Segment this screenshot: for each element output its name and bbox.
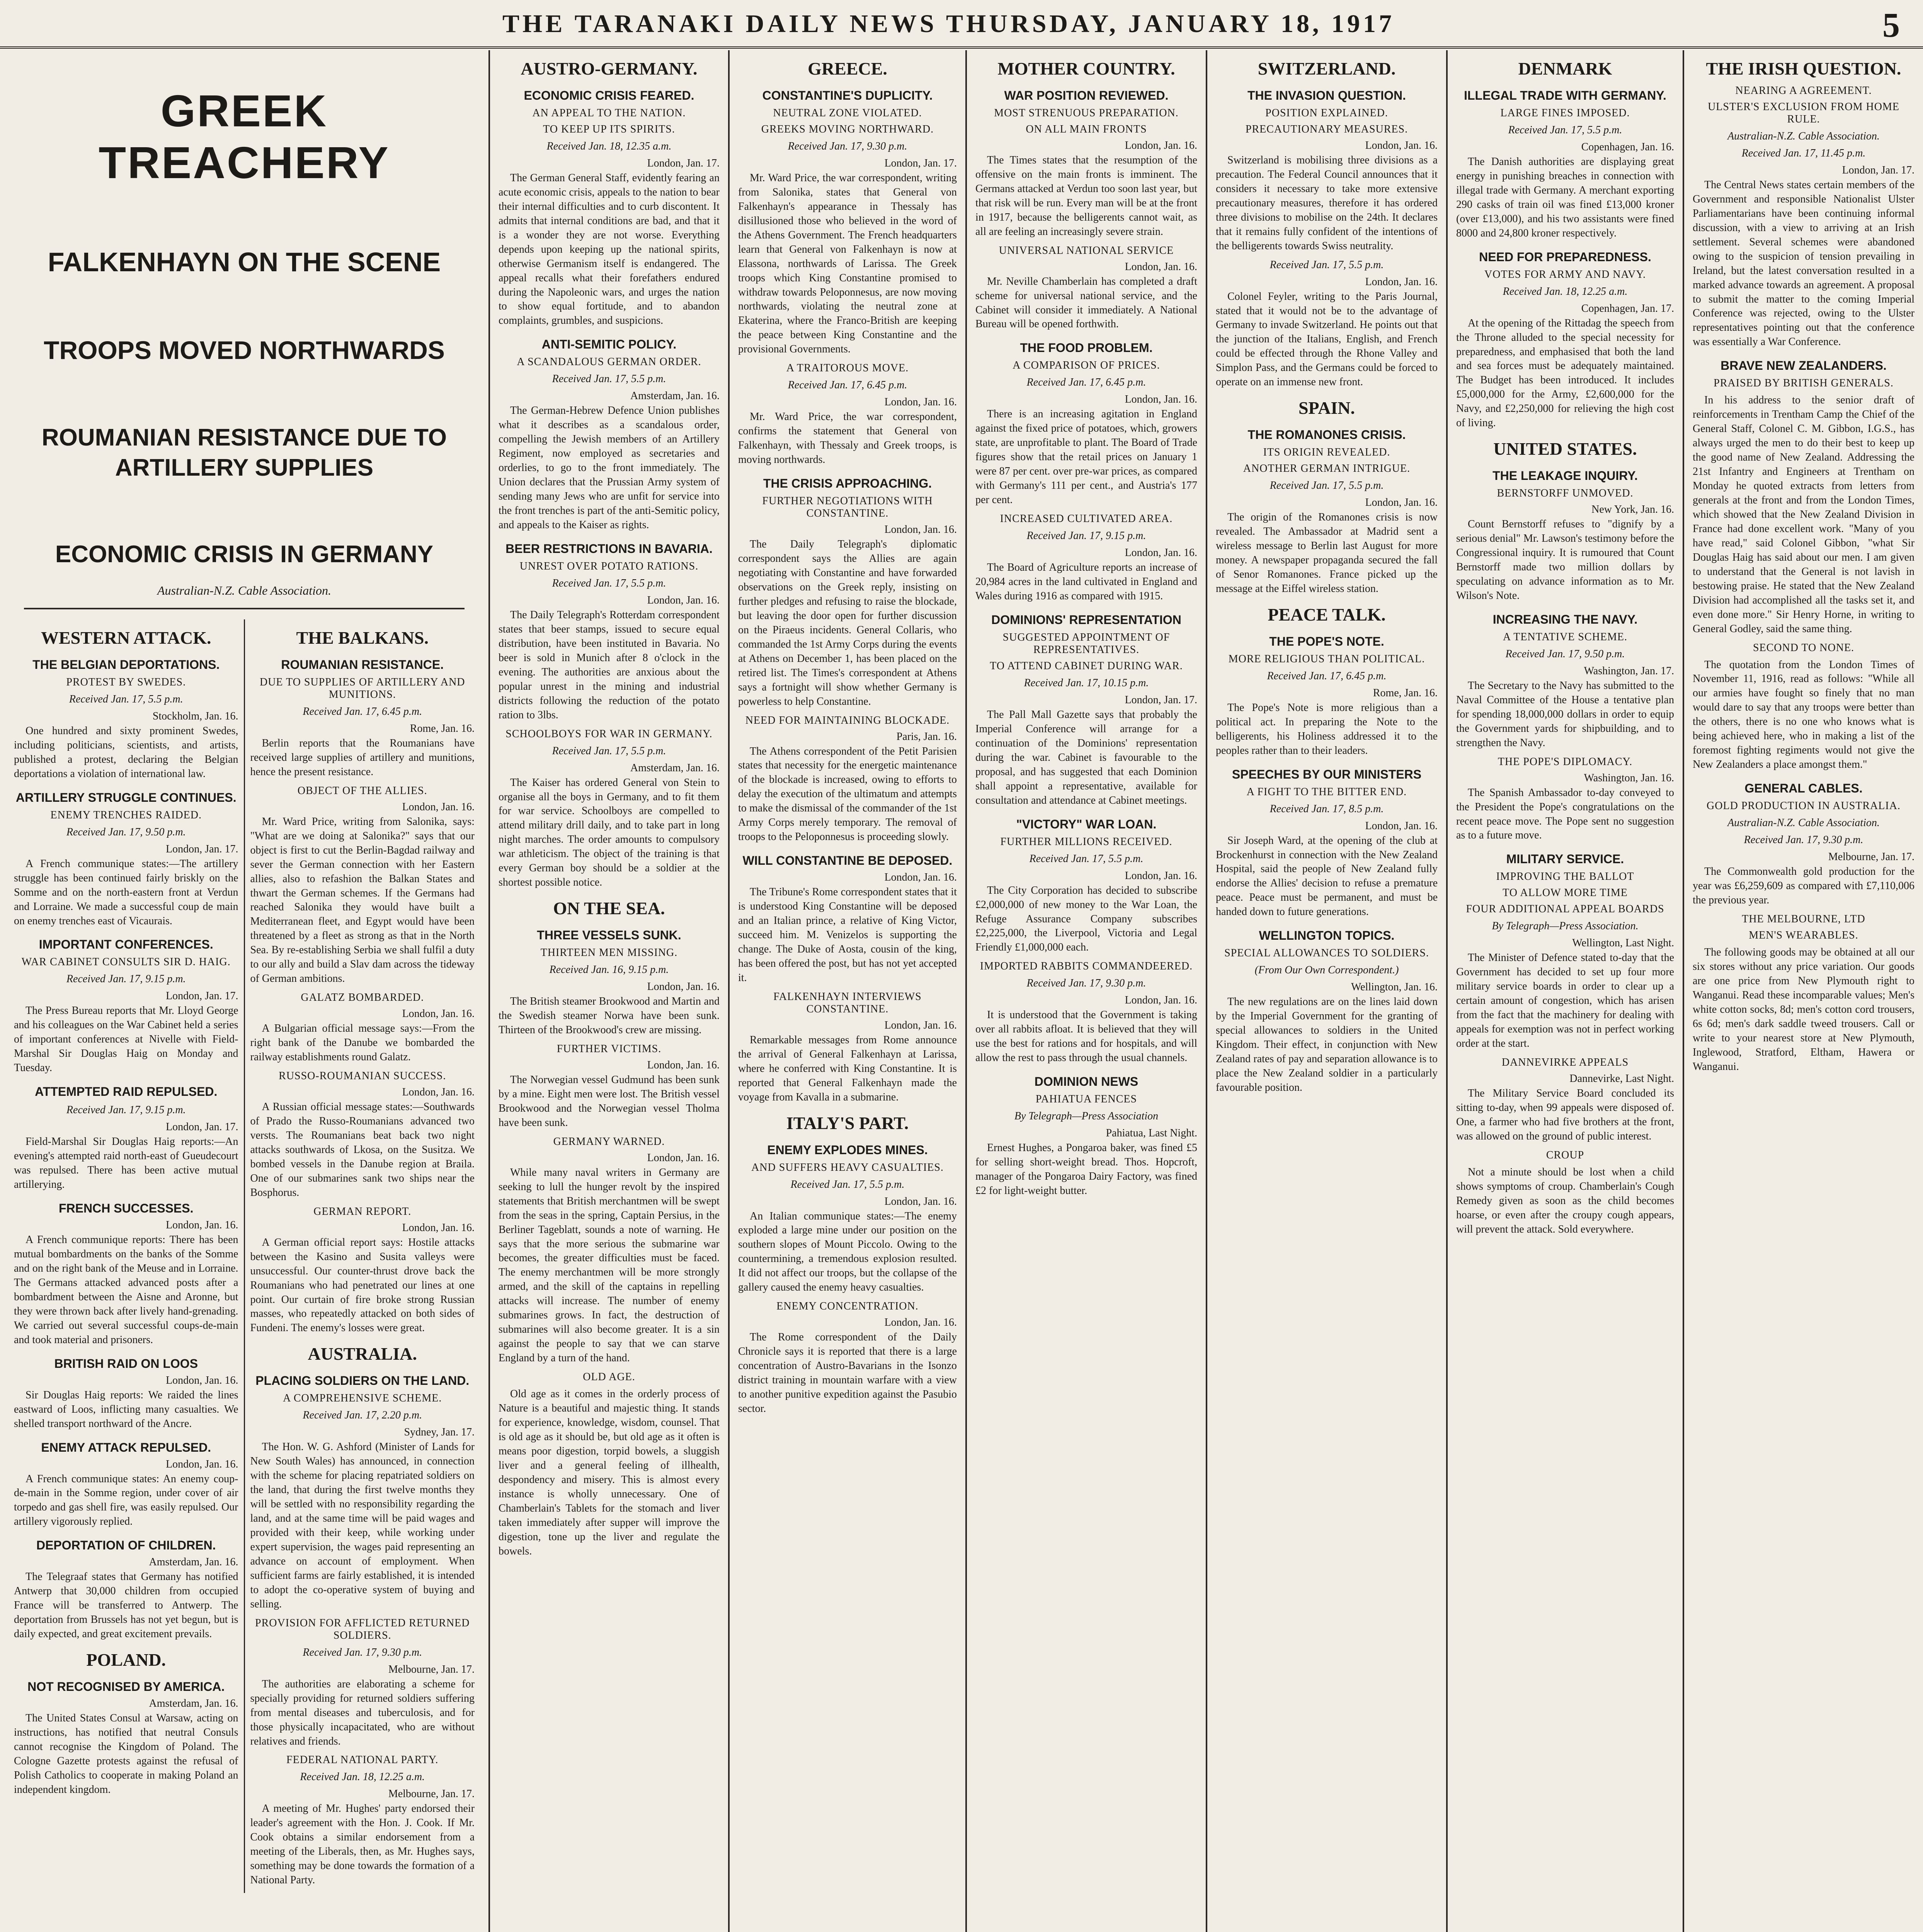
article-sub: FURTHER NEGOTIATIONS WITH CONSTANTINE. [762,495,933,520]
article-head: BEER RESTRICTIONS IN BAVARIA. [505,541,713,556]
dateline: London, Jan. 17. [1842,164,1914,176]
dateline: Wellington, Jan. 16. [1351,981,1438,993]
dateline: London, Jan. 17. [1125,694,1197,706]
dateline: London, Jan. 16. [647,1059,720,1071]
article-sub: FURTHER MILLIONS RECEIVED. [1000,835,1173,848]
article-body: Switzerland is mobilising three divisions as a precaution. The Federal Council announces that it considers it necessary to take more extensive precautionary measures, therefore it has ordered three divisions to mobilise on the 24th. It declares that it remains fully confident of the intentions of the belligerents towards Swiss neutrality. [1216,154,1438,252]
article-body: The Daily Telegraph's Rotterdam correspondent states that beer stamps, issued to secure equal distribution, have been instituted in Bavaria. No beer is sold in Munich after 8 o'clock in the evening. The authorities are anxious about the popular unrest in the mining and industrial districts following the reduction of the potato ration to 3lbs. [499,609,720,721]
article-sub: FOUR ADDITIONAL APPEAL BOARDS [1466,903,1664,915]
column-irish-question [1683,50,1923,1932]
article-head: DOMINIONS' REPRESENTATION [991,612,1181,627]
article-sub: OBJECT OF THE ALLIES. [297,784,427,797]
article-sub: A TENTATIVE SCHEME. [1503,631,1627,643]
article-body: A French communique states: An enemy coup-de-main in the Somme region, under cover of air torpedo and gas shell fire, was easily repulsed. Our artillery vigorously replied. [14,1473,238,1528]
dateline: London, Jan. 16. [402,801,475,813]
article-sub: PROTEST BY SWEDES. [66,676,186,688]
article-head: THREE VESSELS SUNK. [537,928,681,942]
article-sub: GOLD PRODUCTION IN AUSTRALIA. [1707,800,1901,812]
article-body: The Board of Agriculture reports an increase of 20,984 acres in the land cultivated in England and Wales during 1916 as compared with 1915. [975,561,1197,602]
received-line: Received Jan. 17, 5.5 p.m. [69,693,183,705]
article-sub: UNREST OVER POTATO RATIONS. [519,560,699,572]
article-sub: NEUTRAL ZONE VIOLATED. [773,107,922,119]
article-head: "VICTORY" WAR LOAN. [1016,817,1157,831]
article-head: ARTILLERY STRUGGLE CONTINUES. [15,790,237,804]
article-body: A meeting of Mr. Hughes' party endorsed their leader's agreement with the Hon. J. Cook. If Mr. Cook obtains a similar endorsement from a meeting of the Liberals, then, as Mr. Hughes says, something may be done towards the formation of a National Party. [250,1803,475,1886]
article-head: ENEMY EXPLODES MINES. [767,1143,928,1157]
received-line: Received Jan. 17, 9.15 p.m. [66,1104,186,1116]
article-sub: VOTES FOR ARMY AND NAVY. [1484,268,1646,281]
dateline: London, Jan. 16. [402,1008,475,1020]
article-body: Remarkable messages from Rome announce the arrival of General Falkenhayn at Larissa, where he conferred with King Constantine. It is reported that General Falkenhayn made the voyage from Kavalla in a submarine. [738,1034,957,1103]
article-body: A Bulgarian official message says:—From the right bank of the Danube we bombarded the railway establishments round Galatz. [250,1022,475,1063]
article-body: The Times states that the resumption of the offensive on the main fronts is imminent. The Germans attacked at Verdun too soon last year, but that risk will be run. Every man will be at the front in 1917, because the belligerents cannot wait, as all are feeling an increasingly severe strain. [975,154,1197,238]
received-line: Received Jan. 17, 5.5 p.m. [1508,124,1622,136]
dateline: London, Jan. 16. [884,1019,957,1031]
article-sub: ITS ORIGIN REVEALED. [1263,446,1390,459]
article-sub: GREEKS MOVING NORTHWARD. [761,123,934,135]
section-title: ON THE SEA. [553,898,665,918]
dateline: Dannevirke, Last Night. [1569,1073,1674,1085]
dateline: London, Jan. 17. [166,1121,238,1133]
article-sub: AN APPEAL TO THE NATION. [532,107,686,119]
article-head: WILL CONSTANTINE BE DEPOSED. [742,854,953,868]
article-sub: MORE RELIGIOUS THAN POLITICAL. [1228,653,1425,665]
article-sub: A COMPREHENSIVE SCHEME. [283,1392,442,1405]
dateline: London, Jan. 16. [1365,820,1438,832]
article-head: DEPORTATION OF CHILDREN. [36,1538,216,1553]
article-body: Berlin reports that the Roumanians have received large supplies of artillery and munitions, hence the present resistance. [250,737,475,778]
article-body: Old age as it comes in the orderly process of Nature is a beautiful and majestic thing. It stands for experience, knowledge, wisdom, counsel. That is old age as it should be, but old age as it often is means poor digestion, torpid bowels, a sluggish liver and a general feeling of illhealth, despondency and misery. This is almost every instance is wholly unnecessary. One of Chamberlain's Tablets for the stomach and liver taken immediately after supper will improve the digestion, tone up the liver and regulate the bowels. [499,1388,720,1557]
article-head: FRENCH SUCCESSES. [59,1201,194,1216]
article-sub: TO ATTEND CABINET DURING WAR. [990,660,1183,672]
section-title: DENMARK [1518,59,1612,78]
received-line: Received Jan. 17, 9.15 p.m. [1026,530,1146,542]
article-head: NEED FOR PREPAREDNESS. [1479,250,1651,264]
article-body: The German-Hebrew Defence Union publishes what it describes as a scandalous order, compelling the Jewish members of an Artillery Regiment, now employed as secretaries and orderlies, to go to the front immediately. The Union declares that the Prussian Army system of sending many Jews who are unfit for service into the front trenches is part of the anti-Semitic policy, and appeals to the Kaiser as rights. [499,405,720,531]
article-head: THE LEAKAGE INQUIRY. [1492,469,1638,483]
article-body: In his address to the senior draft of reinforcements in Trentham Camp the Chief of the General Staff, Colonel C. M. Gibbon, I.G.S., has always urged the men to do their best to keep up the good name of New Zealand. Addressing the 21st Infantry and Engineers at Trentham on Monday he quoted extracts from letters from generals at the front and from the London Times, which showed that the New Zealand Division in France had done excellent work. "Many of you have read," said Colonel Gibbon, "what Sir Douglas Haig has said about our men. I am given to understand that the General is not lavish in bestowing praise. He stated that the New Zealand Division had accomplished all the tasks set it, and even done more." Sir Henry Horne, in writing to General Godley, said the same thing. [1693,394,1914,635]
dateline: London, Jan. 17. [166,843,238,855]
article-body: The following goods may be obtained at all our six stores without any price variation. Our goods are one price from New Plymouth right to Wanganui. Read these incomparable values; Men's white cotton socks, 8d; men's cotton cord trousers, 6s 6d; men's dark saddle tweed trousers. Call or write to your nearest store at New Plymouth, Inglewood, Stratford, Eltham, Hawera or Wanganui. [1693,946,1914,1073]
article-sub: DANNEVIRKE APPEALS [1501,1056,1629,1069]
article-body: The Military Service Board concluded its sitting to-day, when 99 appeals were disposed of. One, a farmer who had five brothers at the front, was allowed on the ground of public interest. [1456,1087,1674,1142]
section-title: GREECE. [808,59,887,78]
received-line: Received Jan. 18, 12.25 a.m. [300,1771,425,1783]
article-body: The Press Bureau reports that Mr. Lloyd George and his colleagues on the War Cabinet held a series of important conferences at Nivelle with Field-Marshal Sir Douglas Haig on Monday and Tuesday. [14,1005,238,1074]
column-war-news [0,50,488,1932]
received-line: Australian-N.Z. Cable Association. [1727,817,1880,829]
article-sub: SECOND TO NONE. [1753,641,1855,654]
received-line: By Telegraph—Press Association [1014,1110,1159,1122]
dateline: London, Jan. 17. [884,157,957,169]
section-title: UNITED STATES. [1493,439,1637,459]
received-line: Received Jan. 17, 10.15 p.m. [1024,677,1149,689]
dateline: London, Jan. 16. [1365,139,1438,151]
received-line: Received Jan. 17, 9.30 p.m. [1744,834,1863,846]
received-line: By Telegraph—Press Association. [1492,920,1639,932]
article-sub: OLD AGE. [583,1371,635,1383]
cable-credit: Australian-N.Z. Cable Association. [157,583,332,597]
column-denmark [1446,50,1683,1932]
article-head: THE ROMANONES CRISIS. [1247,428,1406,442]
article-sub: TO ALLOW MORE TIME [1503,887,1628,899]
article-body: A German official report says: Hostile attacks between the Kasino and Susita valleys were unsuccessful. Our counter-thrust drove back the Roumanians who had penetrated our lines at one point. Our curtain of fire broke strong Russian masses, who repeatedly attacked on both sides of Fundeni. The enemy's losses were great. [250,1236,475,1334]
article-sub: ENEMY TRENCHES RAIDED. [50,809,202,821]
article-head: THE INVASION QUESTION. [1247,88,1406,102]
dateline: London, Jan. 16. [166,1458,238,1470]
column-austro-germany [488,50,728,1932]
dateline: London, Jan. 16. [1125,869,1197,882]
article-head: ATTEMPTED RAID REPULSED. [35,1085,218,1099]
masthead [0,0,1923,49]
section-title: PEACE TALK. [1268,604,1386,624]
article-sub: DUE TO SUPPLIES OF ARTILLERY AND MUNITIONS. [259,676,465,701]
article-sub: THE POPE'S DIPLOMACY. [1498,755,1633,768]
article-head: ECONOMIC CRISIS FEARED. [524,88,694,102]
article-head: INCREASING THE NAVY. [1492,612,1638,626]
received-line: Australian-N.Z. Cable Association. [1727,130,1880,142]
dateline: Amsterdam, Jan. 16. [149,1556,238,1568]
masthead-title: THE TARANAKI DAILY NEWS THURSDAY, JANUARY 18, 1917 [502,10,1395,38]
received-line: Received Jan. 17, 6.45 p.m. [1026,376,1146,389]
article-body: Not a minute should be lost when a child shows symptoms of croup. Chamberlain's Cough Remedy given as soon as the child becomes hoarse, or even after the croupy cough appears, will prevent the attack. Sold everywhere. [1456,1166,1674,1235]
article-sub: ENEMY CONCENTRATION. [776,1300,919,1313]
received-line: Received Jan. 17, 11.45 p.m. [1741,147,1866,159]
article-body: An Italian communique states:—The enemy exploded a large mine under our position on the southern slopes of Mount Piccolo. Owing to the countermining, a tremendous explosion resulted. It did not affect our troops, but the collapse of the gallery caused the enemy heavy casualties. [738,1210,957,1294]
article-sub: POSITION EXPLAINED. [1265,107,1388,119]
article-body: Ernest Hughes, a Pongaroa baker, was fined £5 for selling short-weight bread. Thos. Hopcroft, manager of the Pongaroa Dairy Factory, was fined £2 for light-weight butter. [975,1142,1197,1197]
received-line: Received Jan. 18, 12.25 a.m. [1503,285,1628,298]
received-line: Received Jan. 17, 9.15 p.m. [66,973,186,985]
article-body: The Commonwealth gold production for the year was £6,259,609 as compared with £7,110,006 the previous year. [1693,866,1914,906]
article-body: The British steamer Brookwood and Martin and the Swedish steamer Norwa have been sunk. Thirteen of the Brookwood's crew are missing. [499,995,720,1036]
headline-economic: ECONOMIC CRISIS IN GERMANY [55,541,434,568]
article-sub: AND SUFFERS HEAVY CASUALTIES. [751,1161,944,1173]
dateline: Washington, Jan. 17. [1584,665,1674,677]
article-body: The Hon. W. G. Ashford (Minister of Lands for New South Wales) has announced, in connection with the scheme for placing repatriated soldiers on the land, that during the first twelve months they will be settled with no responsibility regarding the land, and at the same time will be paid wages and provided with their keep, while working under expert supervision, the wages paid representing an advance on account of employment. When sufficient farms are fairly established, it is intended to adopt the co-operative system of buying and selling. [250,1441,475,1610]
article-body: Mr. Ward Price, writing from Salonika, says: "What are we doing at Salonika?" says that our object is first to cut the Berlin-Bagdad railway and sever the German connection with her Eastern allies, also to refashion the Balkan States and thwart the German schemes. If the Germans had reached Salonika they would have built a Mediterranean fleet, and Egypt would have been threatened by a fleet as strong as that in the North Sea. By re-establishing Serbia we shall fulfil a duty to our ally and build a Slav dam across the tideway of German ambitions. [250,815,475,985]
article-body: The Danish authorities are displaying great energy in punishing breaches in connection with illegal trade with Germany. A merchant exporting 290 casks of train oil was fined £13,000 kroner (over £13,000), and his two assistants were fined 8000 and 24,800 kroner respectively. [1456,155,1674,239]
dateline: London, Jan. 16. [884,1316,957,1329]
article-body: The Central News states certain members of the Government and responsible Nationalist Ulster Parliamentarians have been continuing informal discussion, with a view to arriving at an Irish settlement. Several schemes were abandoned owing to the suspicion of tension prevailing in Ireland, but the latest conversation resulted in a marked advance towards an agreement. A proposal to submit the matter to the coming Imperial Conference was rejected, owing to the Ulster representatives pointing out that the conference was essentially a War Conference. [1693,179,1914,348]
received-line: (From Our Own Correspondent.) [1254,964,1399,976]
article-body: The new regulations are on the lines laid down by the Imperial Government for the granting of special allowances to soldiers in the United Kingdom. Their effect, in conjunction with New Zealand rates of pay and separation allowance is to place the New Zealand soldier in a particularly favourable position. [1216,996,1438,1094]
article-sub: ANOTHER GERMAN INTRIGUE. [1243,463,1411,475]
article-sub: BERNSTORFF UNMOVED. [1497,487,1634,500]
dateline: London, Jan. 16. [884,1195,957,1208]
article-head: BRITISH RAID ON LOOS [54,1356,198,1371]
received-line: Received Jan. 17, 5.5 p.m. [552,577,666,589]
dateline: London, Jan. 16. [402,1221,475,1234]
article-body: Mr. Ward Price, the war correspondent, confirms the statement that General von Falkenhayn, with Thessaly and Greek troops, is moving northwards. [738,411,957,466]
dateline: London, Jan. 16. [1125,547,1197,559]
article-sub: RUSSO-ROUMANIAN SUCCESS. [279,1070,446,1082]
article-body: A Russian official message states:—Southwards of Prado the Russo-Roumanians advanced two versts. The Roumanians beat back two night attacks southwards of Lkosa, on the Susitza. We bombed vessels in the Danube region at Braila. One of our submarines sank two ships near the Bosphorus. [250,1101,475,1199]
article-body: There is an increasing agitation in England against the fixed price of potatoes, which, growers state, are unprofitable to plant. The Board of Trade figures show that the retail prices on January 1 were 87 per cent. over pre-war prices, as compared with Germany's 111 per cent., and Austria's 177 per cent. [975,408,1197,506]
article-sub: PRAISED BY BRITISH GENERALS. [1714,377,1894,389]
article-balkans [244,619,480,1893]
article-body: The Rome correspondent of the Daily Chronicle says it is reported that there is a large concentration of Austro-Bavarians in the Isonzo district training in mountain warfare with a view to another punitive expedition against the Pasubio sector. [738,1331,957,1415]
article-head: SPEECHES BY OUR MINISTERS [1232,767,1422,781]
article-sub: FEDERAL NATIONAL PARTY. [286,1754,439,1766]
article-sub: IMPORTED RABBITS COMMANDEERED. [980,960,1193,973]
article-head: CONSTANTINE'S DUPLICITY. [762,88,933,102]
article-body: Mr. Neville Chamberlain has completed a draft scheme for universal national service, and the Cabinet will consider it immediately. A National Bureau will be opened forthwith. [975,275,1197,330]
dateline: London, Jan. 16. [166,1374,238,1386]
article-head: THE BELGIAN DEPORTATIONS. [32,657,220,672]
dateline: Pahiatua, Last Night. [1106,1127,1197,1139]
received-line: Received Jan. 17, 5.5 p.m. [552,373,666,385]
article-sub: INCREASED CULTIVATED AREA. [1000,513,1173,525]
article-body: A French communique reports: There has been mutual bombardments on the banks of the Somme and on the right bank of the Meuse and in Lorraine. The Germans attacked advanced posts after a bombardment between the Aisne and Aronne, but they were thrown back after lively hand-grenading. We carried out several successful coups-de-main and took material and prisoners. [14,1234,238,1346]
article-head: BRAVE NEW ZEALANDERS. [1720,359,1887,373]
dateline: Copenhagen, Jan. 16. [1581,141,1674,153]
article-sub: MEN'S WEARABLES. [1749,929,1858,942]
dateline: London, Jan. 16. [1125,260,1197,273]
article-sub: A FIGHT TO THE BITTER END. [1246,786,1407,798]
article-sub: LARGE FINES IMPOSED. [1500,107,1630,119]
article-body: Colonel Feyler, writing to the Paris Journal, stated that it would not be to the advantage of Germany to invade Switzerland. He points out that the junction of the Italians, English, and French could be effected through the Rhone Valley and Simplon Pass, and the Germans could be forced to operate on an immense new front. [1216,290,1438,388]
dateline: Washington, Jan. 16. [1584,772,1674,784]
article-body: The Norwegian vessel Gudmund has been sunk by a mine. Eight men were lost. The British vessel Brookwood and the Norwegian vessel Tholma have been sunk. [499,1073,720,1129]
columns [0,50,1923,1932]
article-sub: A SCANDALOUS GERMAN ORDER. [517,356,701,368]
article-head: THE POPE'S NOTE. [1269,634,1384,648]
article-head: ROUMANIAN RESISTANCE. [281,657,444,672]
dateline: London, Jan. 16. [166,1219,238,1231]
dateline: London, Jan. 16. [884,396,957,408]
article-body: The Kaiser has ordered General von Stein to organise all the boys in Germany, and to fit them for war service. Schoolboys are compelled to attend military drill daily, and to take part in long night marches. The order amounts to compulsory war athleticism. The object of the training is that every German boy should be a soldier at the shortest possible notice. [499,776,720,889]
article-head: WAR POSITION REVIEWED. [1004,88,1169,102]
article-sub: A TRAITOROUS MOVE. [786,362,909,374]
dateline: Rome, Jan. 16. [410,722,475,735]
column-switzerland [1206,50,1446,1932]
received-line: Received Jan. 17, 2.20 p.m. [303,1409,422,1422]
dateline: Paris, Jan. 16. [896,730,957,743]
received-line: Received Jan. 17, 5.5 p.m. [1029,852,1144,865]
article-sub: SPECIAL ALLOWANCES TO SOLDIERS. [1224,947,1429,959]
article-body: Count Bernstorff refuses to "dignify by a serious denial" Mr. Lawson's testimony before the Congressional inquiry. It is rumoured that Count Bernstorff made two million dollars by speculating on advance information as to Mr. Wilson's Note. [1456,518,1674,602]
article-sub: GERMAN REPORT. [313,1205,412,1218]
dateline: Melbourne, Jan. 17. [388,1788,475,1800]
article-sub: TO KEEP UP ITS SPIRITS. [543,123,675,135]
article-body: The Daily Telegraph's diplomatic correspondent says the Allies are again negotiating with Constantine and have forwarded observations on the Greek reply, insisting on further pledges and refusing to raise the blockade, but leaving the door open for further discussion on the Piraeus incidents. General Collaris, who commanded the 1st Army Corps during the events at Athens on December 1, has been placed on the retired list. The Times's correspondent at Athens says a fortnight will show whether Germany is powerless to help Constantine. [738,538,957,707]
section-title: AUSTRALIA. [308,1344,417,1364]
article-sub: SUGGESTED APPOINTMENT OF REPRESENTATIVES. [1002,631,1170,656]
received-line: Received Jan. 17, 6.45 p.m. [303,705,422,718]
dateline: London, Jan. 16. [647,594,720,606]
article-sub: FALKENHAYN INTERVIEWS CONSTANTINE. [773,990,922,1015]
dateline: London, Jan. 16. [402,1086,475,1099]
column-greece [728,50,965,1932]
received-line: Received Jan. 17, 6.45 p.m. [1267,670,1387,682]
received-line: Received Jan. 17, 8.5 p.m. [1270,803,1384,815]
section-title: THE IRISH QUESTION. [1706,59,1901,78]
received-line: Received Jan. 17, 5.5 p.m. [552,745,666,757]
article-body: It is understood that the Government is taking over all rabbits afloat. It is believed that they will use the best for rations and for hospitals, and will allow the rest to pass through the usual channels. [975,1009,1197,1064]
article-head: WELLINGTON TOPICS. [1259,929,1395,943]
dateline: London, Jan. 16. [647,981,720,993]
dateline: London, Jan. 16. [1125,139,1197,151]
dateline: Wellington, Last Night. [1572,937,1674,949]
dateline: Sydney, Jan. 17. [404,1426,475,1439]
dateline: London, Jan. 16. [1365,497,1438,509]
section-title: ITALY'S PART. [786,1113,909,1133]
headline-troops: TROOPS MOVED NORTHWARDS [44,336,445,364]
article-head: ANTI-SEMITIC POLICY. [541,337,677,352]
dateline: Melbourne, Jan. 17. [1828,851,1914,863]
article-head: ILLEGAL TRADE WITH GERMANY. [1464,88,1666,102]
article-sub: ULSTER'S EXCLUSION FROM HOME RULE. [1708,100,1899,125]
article-head: PLACING SOLDIERS ON THE LAND. [255,1374,470,1388]
article-sub: GALATZ BOMBARDED. [301,992,424,1004]
section-title: WESTERN ATTACK. [41,628,211,648]
article-body: The Pope's Note is more religious than a political act. In preparing the Note to the belligerents, his Holiness addressed it to the peoples rather than to their leaders. [1216,701,1438,757]
article-sub: PAHIATUA FENCES [1035,1093,1137,1105]
article-body: The origin of the Romanones crisis is now revealed. The Ambassador at Madrid sent a wireless message to Berlin last August for more money. A newspaper propaganda secured the fall of Senor Romanones. France picked up the message at the Eiffel wireless station. [1216,511,1438,595]
main-headline: GREEK TREACHERY [99,86,390,188]
article-body: Field-Marshal Sir Douglas Haig reports:—An evening's attempted raid north-east of Gueudecourt was repulsed. There has been active mutual artillerying. [14,1136,238,1191]
article-head: ENEMY ATTACK REPULSED. [41,1440,211,1454]
article-sub: THIRTEEN MEN MISSING. [540,947,678,959]
article-sub: THE MELBOURNE, LTD [1742,913,1865,925]
article-body: The Athens correspondent of the Petit Parisien states that necessity for the energetic maintenance of the blockade is increased, owing to efforts to delay the execution of the ultimatum and attempts to make the dismissal of the commander of the 1st Army Corps merely temporary. The removal of troops to the Peloponnesus is proceeding slowly. [738,745,957,843]
section-title: AUSTRO-GERMANY. [521,59,698,78]
section-title: THE BALKANS. [296,628,429,648]
article-body: Sir Joseph Ward, at the opening of the club at Brockenhurst in connection with the New Zealand Hospital, said the people of New Zealand fully endorse the Allies' decision to refuse a premature peace. Peace must be permanent, and must be handed down to future generations. [1216,834,1438,918]
dateline: Stockholm, Jan. 16. [152,710,238,722]
article-sub: NEARING A AGREEMENT. [1735,84,1872,97]
dateline: London, Jan. 16. [1365,276,1438,288]
article-body: The quotation from the London Times of November 11, 1916, read as follows: "While all our armies have fought so finely that no man would dare to say that any troops were better than the others, there is no one who knows what is being achieved here, who in making a list of the foremost fighting regiments would not give the New Zealanders a place amongst them." [1693,658,1914,771]
received-line: Received Jan. 16, 9.15 p.m. [549,964,669,976]
received-line: Received Jan. 17, 9.50 p.m. [66,826,186,838]
article-sub: UNIVERSAL NATIONAL SERVICE [999,244,1174,257]
article-western-attack [9,619,244,1893]
section-title: MOTHER COUNTRY. [997,59,1175,78]
article-body: At the opening of the Rittadag the speech from the Throne alluded to the special necessity for preparedness, and emphasised that both the land and sea forces must be adequately maintained. The Budget has been introduced. It includes £5,000,000 for the Army, £2,600,000 for the Navy, and £2,250,000 for relieving the high cost of living. [1456,317,1674,429]
article-body: While many naval writers in Germany are seeking to lull the hunger revolt by the inspired statements that British merchantmen will be swept from the seas in the spring, Captain Persius, in the Berliner Tageblatt, sounds a note of warning. He says that the more serious the submarine war becomes, the greater difficulties must be faced. The enemy merchantmen will be more strongly armed, and the skill of the captains in repelling attacks will increase. The number of enemy submarines grows. In fact, the destruction of submarines will also become greater. It is a sin against the people to say that we can starve England by a turn of the hand. [499,1166,720,1364]
article-body: The Secretary to the Navy has submitted to the Naval Committee of the House a tentative plan for spending 18,000,000 dollars in order to equip the Government yards for shipbuilding, and to strengthen the Navy. [1456,679,1674,749]
received-line: Received Jan. 18, 12.35 a.m. [546,140,672,152]
section-title: SPAIN. [1298,398,1355,418]
article-body: The German General Staff, evidently fearing an acute economic crisis, appeals to the nation to bear their internal difficulties and to curb discontent. It admits that internal conditions are bad, and that it is a wonder they are not worse. Everything depends upon keeping up the national spirits, otherwise Germanism itself is endangered. The appeal recalls what their forefathers endured during the Napoleonic wars, and urges the nation to show equal fortitude, and to abandon complaints, grumbles, and suspicions. [499,172,720,327]
article-sub: IMPROVING THE BALLOT [1496,871,1634,883]
article-head: NOT RECOGNISED BY AMERICA. [27,1680,225,1694]
dateline: London, Jan. 16. [647,1151,720,1164]
article-head: GENERAL CABLES. [1744,781,1863,796]
section-title: SWITZERLAND. [1258,59,1396,78]
article-body: The Spanish Ambassador to-day conveyed to the President the Pope's congratulations on the recent peace move. The Pope sent no suggestion as to a future move. [1456,786,1674,842]
dateline: London, Jan. 16. [1125,393,1197,406]
dateline: Copenhagen, Jan. 17. [1581,302,1674,315]
article-sub: ON ALL MAIN FRONTS [1026,123,1147,135]
article-sub: WAR CABINET CONSULTS SIR D. HAIG. [21,956,231,968]
article-sub: A COMPARISON OF PRICES. [1013,359,1160,372]
dateline: Rome, Jan. 16. [1373,687,1438,699]
article-sub: PROVISION FOR AFFLICTED RETURNED SOLDIERS. [255,1617,470,1641]
dateline: Amsterdam, Jan. 16. [149,1697,238,1709]
dateline: London, Jan. 17. [166,990,238,1002]
article-body: A French communique states:—The artillery struggle has been continued fairly briskly on the Somme and on the north-eastern front at Verdun and Lorraine. We made a successful coup de main on enemy trenches east of Vicaurais. [14,857,238,927]
dateline: Melbourne, Jan. 17. [388,1663,475,1675]
column-mother-country [965,50,1206,1932]
article-sub: PRECAUTIONARY MEASURES. [1245,123,1408,135]
received-line: Received Jan. 17, 6.45 p.m. [788,379,907,391]
dateline: London, Jan. 17. [647,157,720,169]
article-sub: MOST STRENUOUS PREPARATION. [994,107,1179,119]
section-title: POLAND. [86,1650,166,1670]
dateline: London, Jan. 16. [884,871,957,884]
article-sub: FURTHER VICTIMS. [556,1043,662,1055]
page-number: 5 [1882,6,1900,44]
article-head: IMPORTANT CONFERENCES. [39,937,213,952]
received-line: Received Jan. 17, 9.30 p.m. [1026,977,1146,990]
article-sub: NEED FOR MAINTAINING BLOCKADE. [745,714,950,726]
received-line: Received Jan. 17, 9.50 p.m. [1505,648,1625,660]
article-sub: GERMANY WARNED. [553,1135,665,1148]
received-line: Received Jan. 17, 5.5 p.m. [1270,259,1384,271]
received-line: Received Jan. 17, 5.5 p.m. [1270,480,1384,492]
article-body: One hundred and sixty prominent Swedes, including politicians, scientists, and artists, published a protest, declaring the Belgian deportations a violation of international law. [14,724,238,780]
article-body: Sir Douglas Haig reports: We raided the lines eastward of Loos, inflicting many casualties. We shelled transport northward of the Ancre. [14,1389,238,1430]
article-body: Mr. Ward Price, the war correspondent, writing from Salonika, states that General von Falkenhayn's appearance in Thessaly has disillusioned those who believed in the word of the Athens Government. The French headquarters learn that General von Falkenhayn is now at Elassona, northwards of Larissa. The Greek troops which King Constantine promised to withdraw towards Peloponnesus, are now moving northwards, violating the neutral zone at Ekaterina, where the Franco-British are keeping the peace between King Constantine and the provisional Governments. [738,172,957,355]
article-head: MILITARY SERVICE. [1506,852,1624,866]
dateline: Amsterdam, Jan. 16. [630,762,720,774]
headline-roumanian: ROUMANIAN RESISTANCE DUE TO ARTILLERY SUPPLIES [41,424,447,481]
article-sub: CROUP [1546,1149,1584,1161]
article-sub: SCHOOLBOYS FOR WAR IN GERMANY. [505,728,713,740]
dateline: London, Jan. 16. [884,524,957,536]
article-body: The United States Consul at Warsaw, acting on instructions, has notified that neutral Consuls cannot recognise the Kingdom of Poland. The Cologne Gazette protests against the refusal of Polish Catholics to cooperate in making Poland an independent kingdom. [14,1712,238,1796]
received-line: Received Jan. 17, 5.5 p.m. [790,1178,905,1190]
article-body: The Tribune's Rome correspondent states that it is understood King Constantine will be deposed and an Italian prince, a relative of King Victor, succeed him. M. Venizelos is supporting the change. The Duke of Aosta, cousin of the king, has been offered the post, but has not yet accepted it. [738,886,957,984]
dateline: Amsterdam, Jan. 16. [630,390,720,402]
article-body: The authorities are elaborating a scheme for specially providing for returned soldiers suffering from mental diseases and tuberculosis, and for those physically incapacitated, who are without relatives and friends. [250,1678,475,1747]
article-body: The Telegraaf states that Germany has notified Antwerp that 30,000 children from occupied France will be transferred to Antwerp. The deportation from Brussels has not yet begun, but is daily expected, and great excitement prevails. [14,1571,238,1640]
received-line: Received Jan. 17, 9.30 p.m. [788,140,907,152]
subcolumns [9,619,480,1893]
dateline: New York, Jan. 16. [1591,503,1674,516]
article-head: THE CRISIS APPROACHING. [763,476,932,491]
dateline: London, Jan. 16. [1125,994,1197,1007]
received-line: Received Jan. 17, 9.30 p.m. [303,1646,422,1658]
article-body: The City Corporation has decided to subscribe £2,000,000 of new money to the War Loan, the Refuge Assurance Company subscribes £2,225,000, the Liverpool, Victoria and Legal Friendly £1,000,000 each. [975,884,1197,954]
article-head: DOMINION NEWS [1034,1075,1138,1089]
headline-falkenhayn: FALKENHAYN ON THE SCENE [48,247,441,277]
divider [24,608,465,609]
article-body: The Pall Mall Gazette says that probably the Imperial Conference will arrange for a continuation of the Dominions' representation during the war. Cabinet is favourable to the proposal, and has suggested that each Dominion shall appoint a representative, available for consultation and attendance at Cabinet meetings. [975,708,1197,806]
article-head: THE FOOD PROBLEM. [1020,341,1153,355]
article-body: The Minister of Defence stated to-day that the Government has decided to set up four more military service boards in order to clear up a certain amount of congestion, which has arisen from the fact that the machinery for dealing with appeals for exemption was not in perfect working order at the start. [1456,952,1674,1050]
